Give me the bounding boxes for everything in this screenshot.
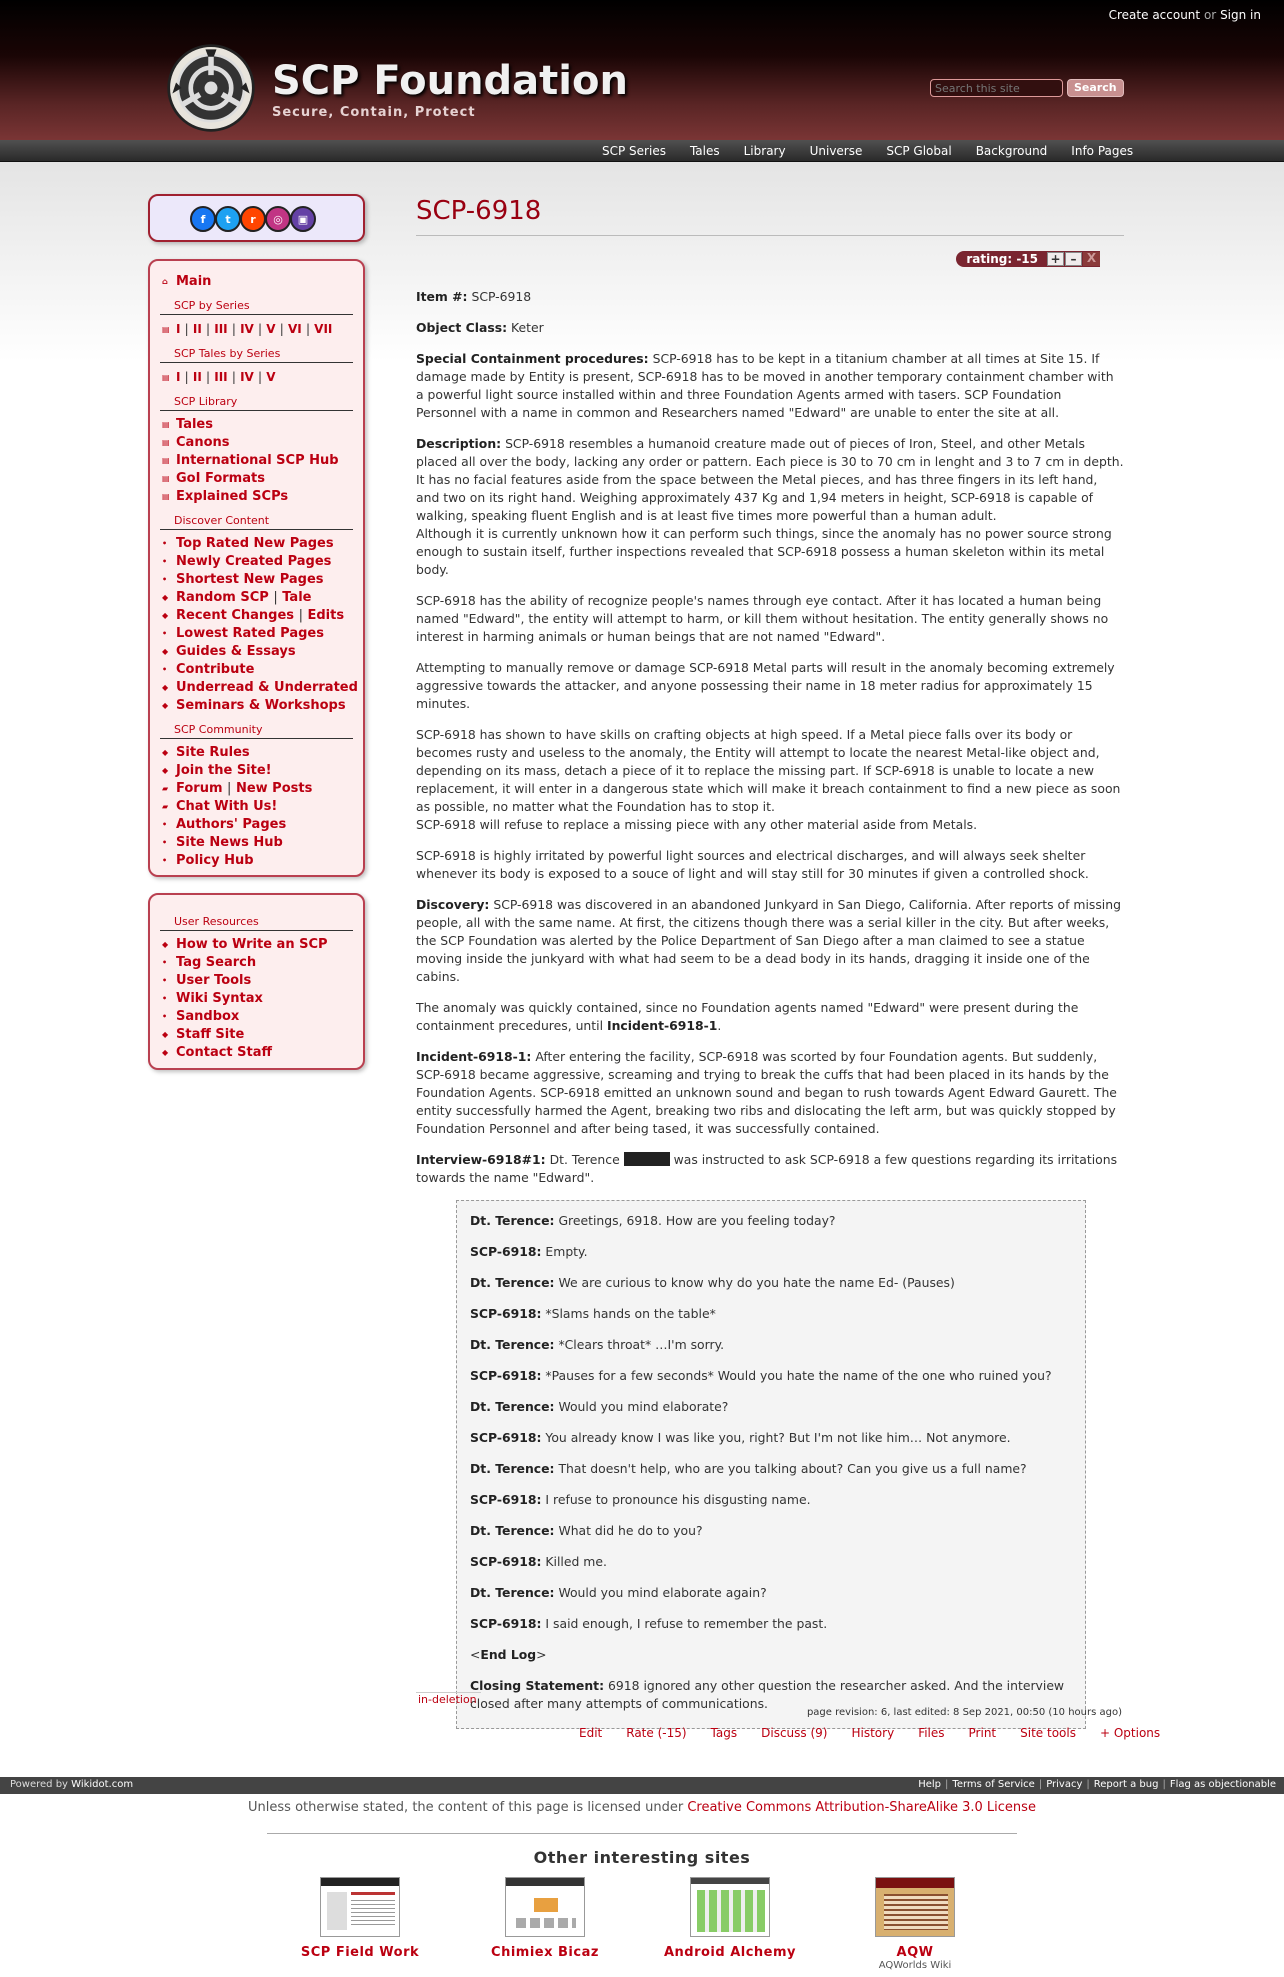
diamond-icon: ◆: [162, 1030, 169, 1039]
sidebar-item-contribute[interactable]: [150, 661, 363, 679]
sidebar-item-lowest-rated[interactable]: [150, 625, 363, 643]
diamond-icon: ◆: [162, 748, 169, 757]
page-icon: ▤: [162, 474, 170, 483]
log-line: [470, 1336, 1071, 1354]
desc-label: Description:: [416, 436, 502, 451]
log-text: Would you mind elaborate?: [558, 1399, 729, 1414]
desc-text-2: Although it is currently unknown how it can perform such things, since the anomaly has no power source strong enough to sustain itself, further inspections revealed that SCP-6918 possess a human skeleton within its metal body.: [416, 526, 1112, 577]
log-speaker: SCP-6918:: [470, 1306, 542, 1321]
nav-scp-global[interactable]: SCP Global: [886, 144, 952, 158]
new-posts-link[interactable]: New Posts: [235, 781, 313, 796]
sidebar-item-goi-formats[interactable]: [150, 470, 363, 488]
license-text: Unless otherwise stated, the content of this page is licensed under: [248, 1800, 684, 1815]
divider: [267, 1833, 1017, 1834]
diamond-icon: ◆: [162, 611, 169, 620]
sidebar-heading-community: SCP Community: [160, 723, 353, 739]
sidebar-item-contact-staff[interactable]: [150, 1044, 363, 1062]
site-name[interactable]: SCP Foundation: [272, 58, 628, 104]
search-form: [930, 79, 1124, 97]
nav-scp-series[interactable]: SCP Series: [602, 144, 666, 158]
interview-intro: [416, 1151, 1124, 1187]
log-speaker: SCP-6918:: [470, 1368, 542, 1383]
closing-label: Closing Statement:: [470, 1678, 605, 1693]
diamond-icon: ◆: [162, 647, 169, 656]
sidebar-item-underread[interactable]: [150, 679, 363, 697]
site-name-label: AQW: [896, 1945, 934, 1960]
page-content: [416, 288, 1124, 1745]
discovery-label: Discovery:: [416, 897, 490, 912]
nav-background[interactable]: Background: [975, 144, 1048, 158]
site-thumbnail: [690, 1877, 770, 1937]
end-log-bracket: <: [470, 1647, 481, 1662]
terms-link[interactable]: Terms of Service: [952, 1779, 1035, 1790]
sidebar-item-authors[interactable]: [150, 816, 363, 834]
closing-text: 6918 ignored any other question the researcher asked. And the interview closed after many attempts of communications.: [470, 1678, 1065, 1711]
sidebar-item-label: Main: [176, 274, 212, 289]
log-text: Killed me.: [545, 1554, 607, 1569]
series-link-7[interactable]: VII: [314, 322, 333, 336]
home-icon: ⌂: [162, 277, 168, 286]
sidebar-series-links: ▤ I | II | III | IV | V | VI | VII: [150, 320, 363, 339]
sidebar-item-tales[interactable]: [150, 416, 363, 434]
log-text: *Clears throat* …I'm sorry.: [558, 1337, 725, 1352]
instagram-icon[interactable]: ◎: [265, 206, 291, 232]
search-input[interactable]: [930, 79, 1063, 97]
forum-link[interactable]: Forum: [176, 781, 223, 796]
sidebar-item-label: Tag Search: [176, 955, 257, 970]
sidebar-item-sandbox[interactable]: [150, 1008, 363, 1026]
page-tag[interactable]: in-deletion: [416, 1692, 481, 1706]
incident-text: After entering the facility, SCP-6918 was scorted by four Foundation agents. But suddenly, SCP-6918 became aggressive, screaming and trying to break the cuffs that had been placed in its hands by the Foundation Agents. SCP-6918 emitted an unknown sound and began to rush towards Agent Edward Gaurett. The entity successfully harmed the Agent, breaking two ribs and dislocating the left arm, but was quickly stopped by Foundation Personnel and after being tased, it was successfully contained.: [416, 1049, 1117, 1136]
log-text: We are curious to know why do you hate the name Ed- (Pauses): [558, 1275, 955, 1290]
rate-up-button[interactable]: +: [1047, 252, 1064, 266]
log-line: [470, 1553, 1071, 1571]
page-options-bar: [567, 1726, 1172, 1740]
log-line: [470, 1615, 1071, 1633]
site-header: [0, 0, 1284, 140]
footer-bar: [0, 1777, 1284, 1794]
page-icon: ▤: [162, 420, 170, 429]
bullet-icon: •: [162, 539, 168, 548]
log-text: I refuse to pronounce his disgusting name.: [545, 1492, 811, 1507]
craft-text-2: SCP-6918 will refuse to replace a missing piece with any other material aside from Metals.: [416, 817, 978, 832]
incident-reference: Incident-6918-1: [606, 1018, 718, 1033]
reddit-icon[interactable]: r: [240, 206, 266, 232]
powered-by-label: Powered by: [10, 1779, 68, 1790]
item-value: SCP-6918: [471, 289, 532, 304]
series-link-3[interactable]: III: [214, 322, 228, 336]
other-site-card[interactable]: [470, 1877, 620, 1960]
site-slogan: Secure, Contain, Protect: [272, 105, 476, 120]
page-icon: ▤: [162, 325, 170, 334]
site-name-label: Chimiex Bicaz: [491, 1945, 599, 1960]
log-line: [470, 1522, 1071, 1540]
sidebar-item-label: Staff Site: [176, 1027, 245, 1042]
log-text: What did he do to you?: [558, 1523, 703, 1538]
nav-library[interactable]: Library: [743, 144, 786, 158]
sidebar-item-label: Site News Hub: [176, 835, 283, 850]
site-subtitle: AQWorlds Wiki: [878, 1960, 952, 1971]
recent-changes-link[interactable]: Recent Changes: [176, 608, 295, 623]
discovery: [416, 896, 1124, 986]
sidebar-item-label: Tales: [176, 417, 213, 432]
tags-button[interactable]: Tags: [710, 1726, 738, 1740]
log-line: [470, 1491, 1071, 1509]
log-speaker: SCP-6918:: [470, 1492, 542, 1507]
bullet-icon: •: [162, 958, 168, 967]
desc-text: SCP-6918 resembles a humanoid creature made out of pieces of Iron, Steel, and other Metals placed all over the body, lacking any order or pattern. Each piece is 30 to 70 cm in lenght and 3 to 7 cm in depth. It has no facial features aside from the space between the Metal pieces, and has three fingers in its left hand, and two on its right hand. Weighing approximately 437 Kg and 1,94 meters in height, SCP-6918 is capable of walking, speaking fluent English and is at least five times more powerful than a human adult.: [416, 436, 1124, 523]
log-speaker: SCP-6918:: [470, 1430, 542, 1445]
speech-bubble-icon: ▰: [162, 802, 169, 811]
series-link-2[interactable]: II: [192, 322, 202, 336]
bullet-icon: •: [162, 838, 168, 847]
class-value: Keter: [511, 320, 544, 335]
interview-text-b: was instructed to ask SCP-6918 a few questions regarding its irritations towards the name "Edward".: [416, 1152, 1118, 1185]
contained-text: The anomaly was quickly contained, since no Foundation agents named "Edward" were present during the containment precedures, until: [416, 1000, 1079, 1033]
twitter-icon[interactable]: t: [215, 206, 241, 232]
scp-text: SCP-6918 has to be kept in a titanium chamber at all times at Site 15. If damage made by Entity is present, SCP-6918 has to be moved in another temporary containment chamber with a powerful light source installed within and three Foundation Agents armed with tasers. SCP Foundation Personnel with a name in common and Researchers named "Edward" are unable to enter the site at all.: [416, 351, 1114, 420]
log-line: [470, 1398, 1071, 1416]
page-icon: ▤: [162, 492, 170, 501]
page-icon: ▤: [162, 438, 170, 447]
sidebar-item-newly-created[interactable]: [150, 553, 363, 571]
interview-log: [456, 1200, 1086, 1729]
site-thumbnail: [320, 1877, 400, 1937]
sidebar-item-news-hub[interactable]: [150, 834, 363, 852]
sidebar-item-staff-site[interactable]: [150, 1026, 363, 1044]
files-button[interactable]: Files: [918, 1726, 945, 1740]
bullet-icon: •: [162, 976, 168, 985]
paragraph-light: SCP-6918 is highly irritated by powerful light sources and electrical discharges, and will always seek shelter whenever its body is exposed to a souce of light and will stay still for 30 minutes if given a controlled shock.: [416, 848, 1089, 881]
incident-label: Incident-6918-1:: [416, 1049, 532, 1064]
search-button[interactable]: Search: [1067, 79, 1124, 97]
sidebar-item-label: Underread & Underrated: [176, 680, 358, 695]
log-speaker: SCP-6918:: [470, 1244, 542, 1259]
footer-links: Help | Terms of Service | Privacy | Report a bug | Flag as objectionable: [918, 1779, 1276, 1790]
log-text: *Pauses for a few seconds* Would you hate the name of the one who ruined you?: [545, 1368, 1052, 1383]
user-resources-box: [148, 893, 365, 1070]
tales-series-link-2[interactable]: II: [192, 370, 202, 384]
log-text: Empty.: [545, 1244, 588, 1259]
sidebar-item-explained-scps[interactable]: [150, 488, 363, 506]
log-line: [470, 1243, 1071, 1261]
log-speaker: Dt. Terence:: [470, 1337, 555, 1352]
diamond-icon: ◆: [162, 701, 169, 710]
bullet-icon: •: [162, 629, 168, 638]
account-or-text: or: [1203, 8, 1217, 22]
discovery-text: SCP-6918 was discovered in an abandoned Junkyard in San Diego, California. After reports of missing people, all with the same name. At first, the citizens though there was a serial killer in the city. But after weeks, the SCP Foundation was alerted by the Police Department of San Diego after a man claimed to see a statue moving inside the junkyard with what had seem to be a dead body in its hands, dragging it inside one of the cabins.: [416, 897, 1121, 984]
log-speaker: Dt. Terence:: [470, 1399, 555, 1414]
site-name-label: SCP Field Work: [300, 1945, 420, 1960]
diamond-icon: ◆: [162, 940, 169, 949]
description: [416, 435, 1124, 579]
paragraph-remove: Attempting to manually remove or damage SCP-6918 Metal parts will result in the anomaly becoming extremely aggressive towards the attacker, and anyone possessing their name in 18 meter radius for approximately 15 minutes.: [416, 660, 1115, 711]
help-link[interactable]: Help: [918, 1779, 942, 1790]
random-tale-link[interactable]: Tale: [282, 590, 312, 605]
sidebar-item-tag-search[interactable]: [150, 954, 363, 972]
sidebar-item-label: GoI Formats: [176, 471, 265, 486]
sidebar-item-wiki-syntax[interactable]: [150, 990, 363, 1008]
sidebar-heading-discover: Discover Content: [160, 514, 353, 530]
sidebar-item-label: Lowest Rated Pages: [176, 626, 324, 641]
series-link-5[interactable]: V: [266, 322, 276, 336]
class-label: Object Class:: [416, 320, 508, 335]
log-line: [470, 1460, 1071, 1478]
log-text: You already know I was like you, right? But I'm not like him… Not anymore.: [545, 1430, 1011, 1445]
sidebar-item-seminars[interactable]: [150, 697, 363, 715]
log-text: *Slams hands on the table*: [545, 1306, 716, 1321]
bullet-icon: •: [162, 856, 168, 865]
powered-by: [10, 1779, 133, 1790]
sidebar-item-label: Authors' Pages: [176, 817, 287, 832]
log-speaker: Dt. Terence:: [470, 1461, 555, 1476]
series-link-6[interactable]: VI: [287, 322, 302, 336]
log-line: [470, 1429, 1071, 1447]
sidebar-item-label: Shortest New Pages: [176, 572, 324, 587]
sidebar-item-label: Chat With Us!: [176, 799, 278, 814]
nav-info-pages[interactable]: Info Pages: [1071, 144, 1134, 158]
sidebar-item-main[interactable]: [150, 273, 363, 291]
more-options-button[interactable]: + Options: [1099, 1726, 1161, 1740]
diamond-icon: ◆: [162, 1048, 169, 1057]
speech-bubble-icon: ▰: [162, 784, 169, 793]
sidebar-item-user-tools[interactable]: [150, 972, 363, 990]
incident: [416, 1048, 1124, 1138]
bullet-icon: •: [162, 665, 168, 674]
sidebar-item-canons[interactable]: [150, 434, 363, 452]
log-text: Greetings, 6918. How are you feeling today?: [558, 1213, 836, 1228]
twitch-icon[interactable]: ▣: [290, 206, 316, 232]
rate-down-button[interactable]: –: [1065, 252, 1082, 266]
sidebar-item-label: Top Rated New Pages: [176, 536, 334, 551]
sidebar-item-policy-hub[interactable]: [150, 852, 363, 870]
rate-cancel-button[interactable]: X: [1083, 252, 1100, 266]
log-speaker: Dt. Terence:: [470, 1585, 555, 1600]
interview-label: Interview-6918#1:: [416, 1152, 546, 1167]
sidebar-item-label: Site Rules: [176, 745, 250, 760]
sidebar-item-label: Explained SCPs: [176, 489, 289, 504]
history-button[interactable]: History: [851, 1726, 895, 1740]
create-account-link[interactable]: Create account: [1108, 8, 1201, 22]
top-navigation-bar: [0, 140, 1284, 162]
site-thumbnail: [505, 1877, 585, 1937]
sidebar-item-label: Canons: [176, 435, 230, 450]
sidebar-menu: [148, 259, 365, 877]
page-title: SCP-6918: [416, 196, 1124, 236]
social-links-box: [148, 194, 365, 242]
log-text: I said enough, I refuse to remember the past.: [545, 1616, 828, 1631]
edit-button[interactable]: Edit: [579, 1726, 603, 1740]
log-line: [470, 1305, 1071, 1323]
account-links: [1109, 8, 1261, 22]
rate-button[interactable]: Rate (-15): [626, 1726, 687, 1740]
log-line: [470, 1367, 1071, 1385]
diamond-icon: ◆: [162, 683, 169, 692]
site-thumbnail: [875, 1877, 955, 1937]
scp-logo-icon[interactable]: [165, 42, 257, 134]
other-site-card[interactable]: [655, 1877, 805, 1960]
site-tools-button[interactable]: Site tools: [1020, 1726, 1076, 1740]
containment-procedures: [416, 350, 1124, 422]
log-text: That doesn't help, who are you talking about? Can you give us a full name?: [558, 1461, 1027, 1476]
sidebar-item-forum: ▰ Forum | New Posts: [162, 781, 313, 796]
sign-in-link[interactable]: Sign in: [1220, 8, 1261, 22]
sidebar-heading-resources: User Resources: [160, 915, 353, 931]
end-log-bracket: >: [536, 1647, 547, 1662]
sidebar-item-international-hub[interactable]: [150, 452, 363, 470]
log-text: Would you mind elaborate again?: [558, 1585, 767, 1600]
page-icon: ▤: [162, 373, 170, 382]
interview-text-a: Dt. Terence: [549, 1152, 620, 1167]
paragraph-craft: [416, 726, 1124, 834]
license-notice: [0, 1800, 1284, 1815]
log-speaker: Dt. Terence:: [470, 1275, 555, 1290]
rating-label: rating: -15: [966, 252, 1038, 266]
tales-series-link-5[interactable]: V: [266, 370, 276, 384]
rating-widget: [956, 251, 1100, 267]
log-line: [470, 1274, 1071, 1292]
site-name-label: Android Alchemy: [663, 1945, 797, 1960]
tales-series-link-4[interactable]: IV: [240, 370, 254, 384]
page-revision-info: page revision: 6, last edited: 8 Sep 2021, 00:50 (10 hours ago): [806, 1707, 1122, 1718]
nav-universe[interactable]: Universe: [809, 144, 863, 158]
edits-link[interactable]: Edits: [307, 608, 345, 623]
sidebar-item-label: Join the Site!: [176, 763, 272, 778]
item-number: [416, 288, 1124, 306]
sidebar-item-label: Policy Hub: [176, 853, 254, 868]
sidebar-item-label: Wiki Syntax: [176, 991, 263, 1006]
sidebar-item-label: International SCP Hub: [176, 453, 339, 468]
sidebar-item-join[interactable]: [150, 762, 363, 780]
random-scp-link[interactable]: Random SCP: [176, 590, 269, 605]
series-link-1[interactable]: I: [176, 322, 181, 336]
log-line: [470, 1212, 1071, 1230]
redaction-bar: [624, 1152, 670, 1166]
log-speaker: SCP-6918:: [470, 1554, 542, 1569]
log-speaker: SCP-6918:: [470, 1616, 542, 1631]
scp-label: Special Containment procedures:: [416, 351, 649, 366]
sidebar-item-random: ◆ Random SCP | Tale: [162, 590, 312, 605]
sidebar-item-label: Contact Staff: [176, 1045, 273, 1060]
discuss-button[interactable]: Discuss (9): [761, 1726, 828, 1740]
nav-tales[interactable]: Tales: [689, 144, 720, 158]
sidebar-item-label: User Tools: [176, 973, 252, 988]
page-icon: ▤: [162, 456, 170, 465]
sidebar-item-label: Contribute: [176, 662, 255, 677]
series-link-4[interactable]: IV: [240, 322, 254, 336]
sidebar-heading-library: SCP Library: [160, 395, 353, 411]
paragraph-names: SCP-6918 has the ability of recognize people's names through eye contact. After it has located a human being named "Edward", the entity will attempt to harm, or kill them without hesitation. The entity generally shows no interest in harming animals or human beings that are not named "Edward".: [416, 593, 1109, 644]
log-speaker: Dt. Terence:: [470, 1523, 555, 1538]
sidebar-item-shortest[interactable]: [150, 571, 363, 589]
sidebar-item-guides[interactable]: [150, 643, 363, 661]
sidebar-tales-series-links: ▤ I | II | III | IV | V: [150, 368, 363, 387]
bullet-icon: •: [162, 575, 168, 584]
privacy-link[interactable]: Privacy: [1046, 1779, 1083, 1790]
report-bug-link[interactable]: Report a bug: [1093, 1779, 1159, 1790]
bullet-icon: •: [162, 820, 168, 829]
sidebar-item-label: Seminars & Workshops: [176, 698, 346, 713]
sidebar-item-recent: ◆ Recent Changes | Edits: [162, 608, 345, 623]
bullet-icon: •: [162, 557, 168, 566]
print-button[interactable]: Print: [968, 1726, 997, 1740]
tales-series-link-1[interactable]: I: [176, 370, 181, 384]
log-speaker: Dt. Terence:: [470, 1213, 555, 1228]
sidebar-item-label: Guides & Essays: [176, 644, 296, 659]
item-label: Item #:: [416, 289, 468, 304]
sidebar-item-label: Newly Created Pages: [176, 554, 332, 569]
other-sites-title: Other interesting sites: [533, 1848, 751, 1867]
craft-text: SCP-6918 has shown to have skills on crafting objects at high speed. If a Metal piece falls over its body or becomes rusty and useless to the anomaly, the Entity will attempt to locate the nearest Metal-like object and, depending on its mass, detach a piece of it to replace the missing part. If SCP-6918 is unable to locate a new replacement, it will enter in a dangerous state which will make it breach containment to find a new piece as soon as possible, no matter what the Foundation has to stop it.: [416, 727, 1121, 814]
end-log: [470, 1646, 1071, 1664]
license-link[interactable]: Creative Commons Attribution-ShareAlike 3.0 License: [687, 1800, 1036, 1815]
sidebar-heading-series: SCP by Series: [160, 299, 353, 315]
sidebar-item-how-to-write[interactable]: [150, 936, 363, 954]
end-log-label: End Log: [480, 1647, 537, 1662]
sidebar-item-top-rated[interactable]: [150, 535, 363, 553]
sidebar-item-site-rules[interactable]: [150, 744, 363, 762]
contained-paragraph: The anomaly was quickly contained, since no Foundation agents named "Edward" were present during the containment precedures, until Incident-6918-1.: [416, 1000, 1079, 1033]
sidebar-heading-tales-series: SCP Tales by Series: [160, 347, 353, 363]
sidebar-item-label: Sandbox: [176, 1009, 240, 1024]
sidebar-item-label: How to Write an SCP: [176, 937, 328, 952]
bullet-icon: •: [162, 1012, 168, 1021]
wikidot-link[interactable]: Wikidot.com: [71, 1779, 134, 1790]
bullet-icon: •: [162, 994, 168, 1003]
flag-link[interactable]: Flag as objectionable: [1169, 1779, 1276, 1790]
diamond-icon: ◆: [162, 593, 169, 602]
sidebar-item-chat[interactable]: [150, 798, 363, 816]
facebook-icon[interactable]: f: [190, 206, 216, 232]
diamond-icon: ◆: [162, 766, 169, 775]
object-class: [416, 319, 1124, 337]
other-site-card[interactable]: [285, 1877, 435, 1960]
tales-series-link-3[interactable]: III: [214, 370, 228, 384]
log-line: [470, 1584, 1071, 1602]
other-site-card[interactable]: [840, 1877, 990, 1971]
